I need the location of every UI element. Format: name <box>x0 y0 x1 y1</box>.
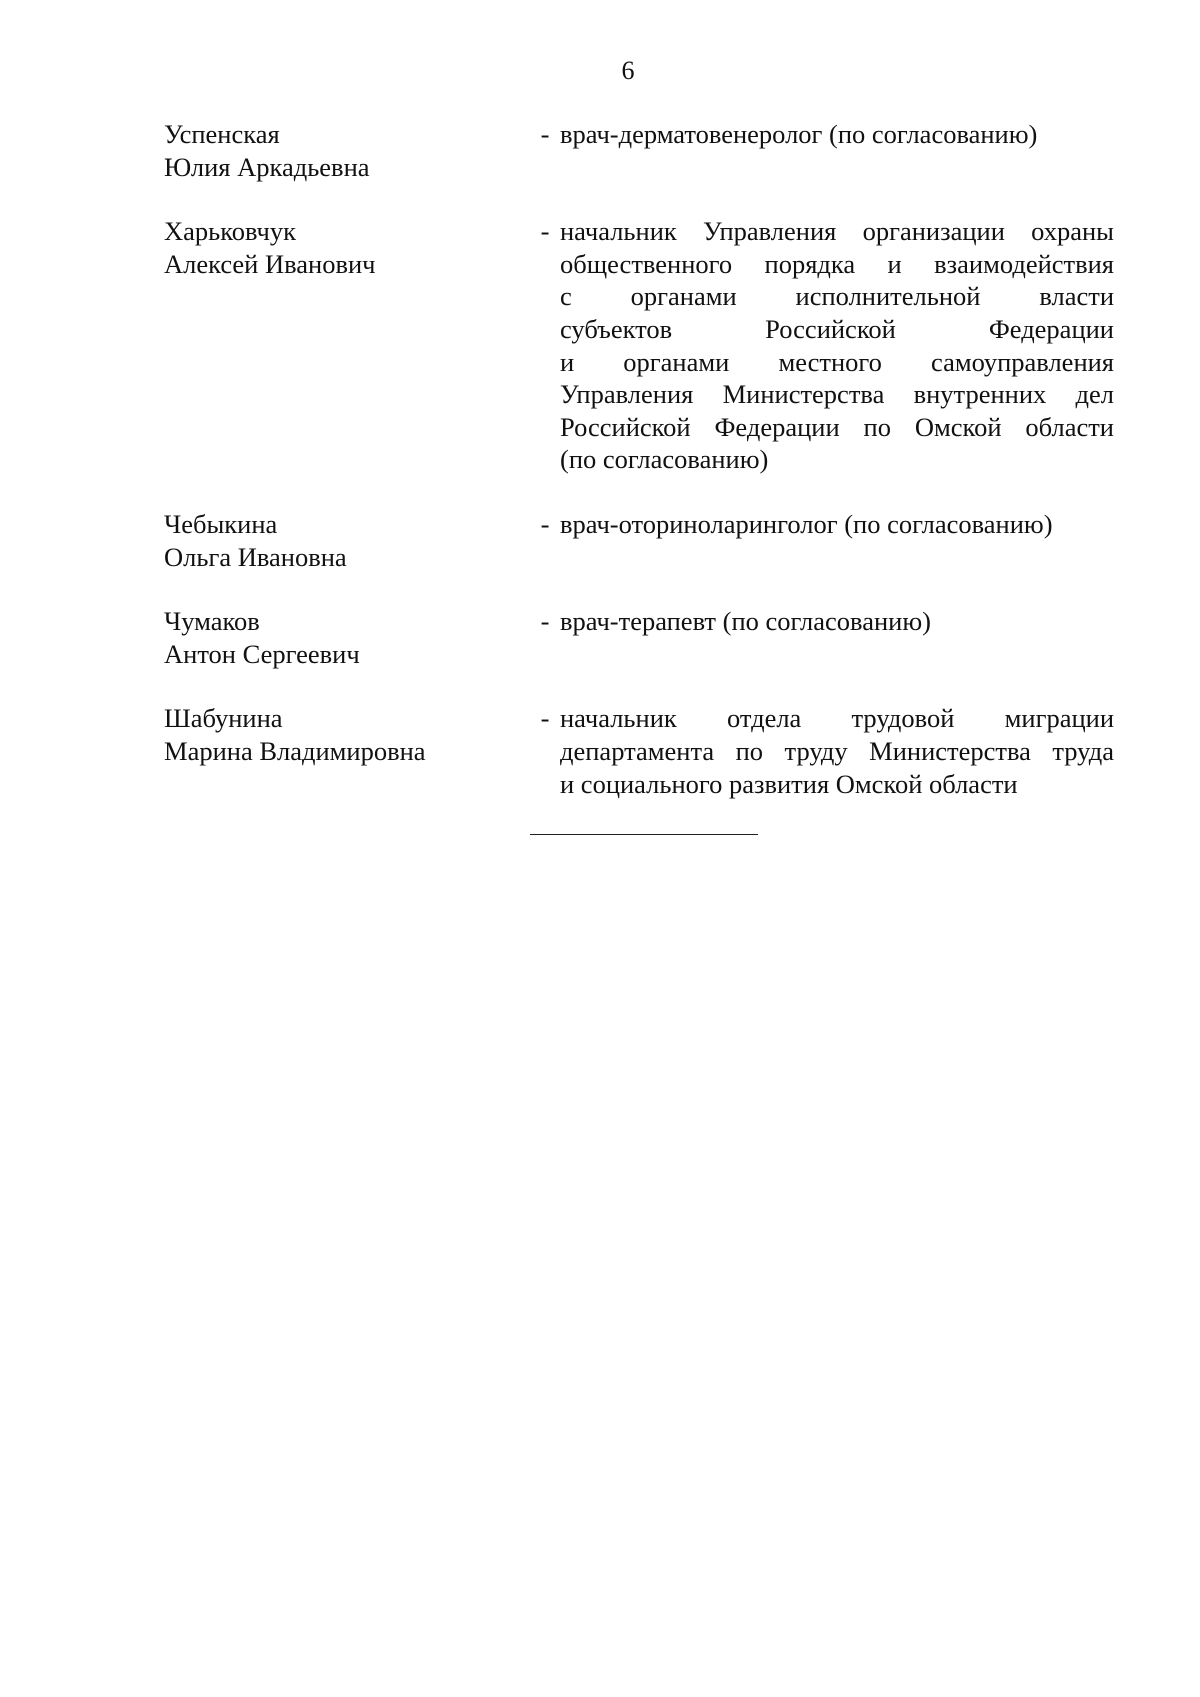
position-line: департамента по труду Министерства труда <box>560 735 1114 766</box>
position-line: с органами исполнительной власти <box>560 281 1114 312</box>
given-names: Ольга Ивановна <box>164 541 347 572</box>
surname: Харьковчук <box>164 216 296 247</box>
person-name <box>164 702 530 767</box>
page-number: 6 <box>621 56 635 85</box>
given-names: Юлия Аркадьевна <box>164 151 370 182</box>
list-item <box>164 702 1124 800</box>
position-description <box>560 702 1114 800</box>
given-names: Марина Владимировна <box>164 735 426 766</box>
position-line: врач-терапевт (по согласованию) <box>560 606 931 637</box>
dash-separator: - <box>540 508 550 539</box>
position-line: начальник отдела трудовой миграции <box>560 703 1114 734</box>
list-item <box>164 215 1124 476</box>
position-description <box>560 605 1114 638</box>
position-description <box>560 215 1114 476</box>
position-line: общественного порядка и взаимодействия <box>560 248 1114 279</box>
position-line: и социального развития Омской области <box>560 768 1018 799</box>
list-item <box>164 605 1124 670</box>
person-name <box>164 215 530 280</box>
position-description <box>560 118 1114 151</box>
person-name <box>164 508 530 573</box>
person-name <box>164 605 530 670</box>
position-line: и органами местного самоуправления <box>560 346 1114 377</box>
surname: Чебыкина <box>164 508 278 539</box>
list-item <box>164 118 1124 183</box>
dash-separator: - <box>540 606 550 637</box>
position-line: Российской Федерации по Омской области <box>560 411 1114 442</box>
given-names: Алексей Иванович <box>164 248 376 279</box>
position-line: начальник Управления организации охраны <box>560 216 1114 247</box>
dash-separator: - <box>540 119 550 149</box>
position-description <box>560 508 1114 541</box>
dash-separator: - <box>540 703 550 734</box>
dash-separator: - <box>540 216 550 247</box>
position-line: врач-оториноларинголог (по согласованию) <box>560 508 1053 539</box>
position-line: врач-дерматовенеролог (по согласованию) <box>560 119 1038 149</box>
surname: Успенская <box>164 119 280 149</box>
surname: Шабунина <box>164 703 283 734</box>
surname: Чумаков <box>164 606 260 637</box>
position-line: Управления Министерства внутренних дел <box>560 379 1114 410</box>
list-item <box>164 508 1124 573</box>
person-name <box>164 118 530 183</box>
member-list <box>164 118 1124 800</box>
given-names: Антон Сергеевич <box>164 638 360 669</box>
position-line: субъектов Российской Федерации <box>560 313 1114 344</box>
position-line: (по согласованию) <box>560 444 769 475</box>
closing-rule <box>530 834 758 835</box>
